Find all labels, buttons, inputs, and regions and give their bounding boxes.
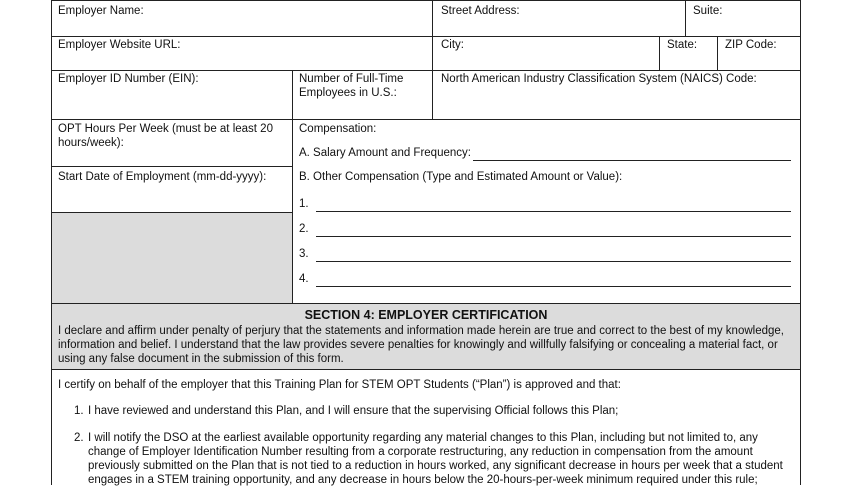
website-url-label: Employer Website URL: xyxy=(58,39,181,51)
salary-label: A. Salary Amount and Frequency: xyxy=(299,147,471,159)
certify-intro-text: I certify on behalf of the employer that this Training Plan for STEM OPT Students (“Plan”) is approved and that: xyxy=(58,379,621,391)
start-date-label: Start Date of Employment (mm-dd-yyyy): xyxy=(58,171,267,183)
zip-code-label: ZIP Code: xyxy=(725,39,777,51)
street-address-label: Street Address: xyxy=(441,5,520,17)
col-divider-city-state xyxy=(659,36,660,70)
salary-input-line[interactable] xyxy=(473,160,791,161)
row-divider-3 xyxy=(51,119,801,120)
opt-hours-label: OPT Hours Per Week (must be at least 20 hours/week): xyxy=(58,123,273,149)
col-divider-state-zip xyxy=(717,36,718,70)
other-compensation-label: B. Other Compensation (Type and Estimated Amount or Value): xyxy=(299,171,623,183)
row-divider-1 xyxy=(51,36,801,37)
frame-right xyxy=(800,0,801,485)
row-divider-2 xyxy=(51,70,801,71)
section4-title: SECTION 4: EMPLOYER CERTIFICATION xyxy=(304,308,548,322)
declaration-text: I declare and affirm under penalty of perjury that the statements and information made herein are true and correct to the best of my knowledge, information and belief. I understand that the law provides severe penalties for knowingly and willfully falsifying or concealing a material fact, or using any false document in the submission of this form. xyxy=(58,325,784,365)
other-item-4-line[interactable] xyxy=(316,286,791,287)
other-item-1-line[interactable] xyxy=(316,211,791,212)
frame-left xyxy=(51,0,52,485)
certify-item-2-number: 2. xyxy=(74,432,84,444)
other-item-1-number: 1. xyxy=(299,198,309,210)
ein-label: Employer ID Number (EIN): xyxy=(58,73,199,85)
certify-item-1-number: 1. xyxy=(74,405,84,417)
shaded-blank-area xyxy=(52,213,292,303)
other-item-2-line[interactable] xyxy=(316,236,791,237)
fulltime-employees-label: Number of Full-Time Employees in U.S.: xyxy=(299,73,404,99)
col-divider-street-suite xyxy=(685,0,686,36)
naics-code-label: North American Industry Classification System (NAICS) Code: xyxy=(441,73,757,85)
row-divider-start xyxy=(51,212,292,213)
certify-item-2-text: I will notify the DSO at the earliest available opportunity regarding any material changes to this Plan, including but not limited to, any change of Employer Identification Number resulting from a corporate restructuring, any reduction in compensation from the amount previously submitted on the Plan that is not tied to a reduction in hours worked, any significant decrease in hours per week that a student engages in a STEM training opportunity, and any decrease in hours below the 20-hours-per-week minimum required under this rule; xyxy=(88,432,783,486)
other-item-2-number: 2. xyxy=(299,223,309,235)
col-divider-ein-fulltime xyxy=(292,70,293,303)
frame-top xyxy=(51,0,801,1)
certify-item-1-text: I have reviewed and understand this Plan, and I will ensure that the supervising Official follows this Plan; xyxy=(88,405,619,417)
row-divider-declaration xyxy=(51,369,801,370)
employer-name-label: Employer Name: xyxy=(58,5,144,17)
other-item-3-line[interactable] xyxy=(316,261,791,262)
suite-label: Suite: xyxy=(693,5,723,17)
col-divider-name-street xyxy=(432,0,433,119)
state-label: State: xyxy=(667,39,698,51)
city-label: City: xyxy=(441,39,464,51)
other-item-3-number: 3. xyxy=(299,248,309,260)
row-divider-section4 xyxy=(51,303,801,304)
row-divider-opt xyxy=(51,166,292,167)
compensation-title: Compensation: xyxy=(299,123,377,135)
other-item-4-number: 4. xyxy=(299,273,309,285)
